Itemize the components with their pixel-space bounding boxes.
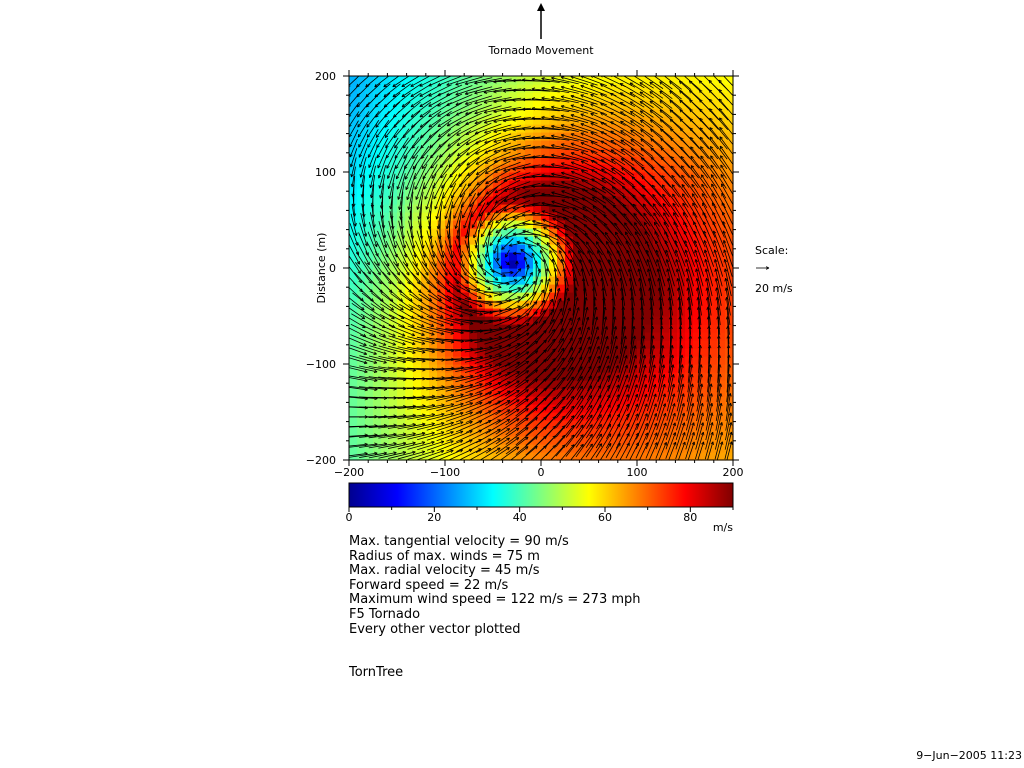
heatmap-cell xyxy=(701,324,710,333)
heatmap-cell xyxy=(405,268,414,277)
colorbar-tick-label: 40 xyxy=(512,511,527,524)
parameter-notes xyxy=(349,535,641,637)
heatmap-cell xyxy=(405,380,414,389)
heatmap-cell xyxy=(357,412,366,421)
heatmap-cell xyxy=(717,84,726,93)
heatmap-cell xyxy=(605,212,614,221)
heatmap-cell xyxy=(605,428,614,437)
info-line: Every other vector plotted xyxy=(349,621,521,637)
program-name: TornTree xyxy=(349,665,404,680)
heatmap-cell xyxy=(573,244,582,253)
heatmap-cell xyxy=(517,260,526,269)
heatmap-cell xyxy=(429,76,438,85)
x-tick-label: 100 xyxy=(626,466,648,479)
info-line: Radius of max. winds = 75 m xyxy=(349,548,540,564)
heatmap-cell xyxy=(581,348,590,357)
heatmap-cell xyxy=(701,100,710,109)
heatmap-cell xyxy=(573,364,582,373)
colorbar-tick-label: 80 xyxy=(683,511,698,524)
heatmap-cell xyxy=(637,316,646,325)
heatmap-cell xyxy=(605,300,614,309)
heatmap-cell xyxy=(653,316,662,325)
colorbar-tick-labels xyxy=(346,511,698,524)
heatmap-cell xyxy=(509,260,518,269)
heatmap-cell xyxy=(629,428,638,437)
scale-arrow-shape xyxy=(756,267,769,270)
heatmap-cell xyxy=(653,332,662,341)
heatmap-cell xyxy=(349,276,358,285)
colorbar-tick-label: 20 xyxy=(427,511,442,524)
heatmap-cell xyxy=(637,164,646,173)
heatmap-cell xyxy=(349,412,358,421)
heatmap-cell xyxy=(485,324,494,333)
heatmap-cell xyxy=(405,284,414,293)
timestamp: 9−Jun−2005 11:23 xyxy=(916,749,1022,762)
heatmap-cell xyxy=(629,300,638,309)
heatmap-cell xyxy=(349,124,358,133)
heatmap-cell xyxy=(597,436,606,445)
heatmap-cell xyxy=(629,172,638,181)
colorbar-unit: m/s xyxy=(712,521,733,534)
heatmap-cell xyxy=(685,100,694,109)
heatmap-cell xyxy=(365,76,374,85)
info-line: Maximum wind speed = 122 m/s = 273 mph xyxy=(349,592,641,608)
heatmap-cell xyxy=(701,332,710,341)
heatmap-cell xyxy=(709,76,718,85)
heatmap-cell xyxy=(469,324,478,333)
heatmap-cell xyxy=(349,76,358,85)
y-tick-label: −100 xyxy=(305,358,336,371)
heatmap-cell xyxy=(469,332,478,341)
heatmap-cell xyxy=(365,124,374,133)
info-line: F5 Tornado xyxy=(349,606,421,622)
colorbar xyxy=(349,483,733,507)
x-tick-label: −200 xyxy=(333,466,365,479)
heatmap-cell xyxy=(421,204,430,213)
heatmap-cell xyxy=(373,188,382,197)
heatmap-cell xyxy=(357,196,366,205)
heatmap-cell xyxy=(517,84,526,93)
heatmap-cell xyxy=(685,332,694,341)
heatmap-cell xyxy=(461,452,470,461)
heatmap-cell xyxy=(661,324,670,333)
heatmap-cell xyxy=(709,300,718,309)
heatmap-cell xyxy=(581,220,590,229)
heatmap-cell xyxy=(565,284,574,293)
heatmap-cell xyxy=(525,164,534,173)
colorbar-tick-label: 60 xyxy=(598,511,612,524)
heatmap-cell xyxy=(525,116,534,125)
y-axis-label: Distance (m) xyxy=(315,232,328,304)
heatmap-cell xyxy=(637,196,646,205)
y-tick-label: 200 xyxy=(315,70,336,83)
y-tick-label: 0 xyxy=(329,262,336,275)
colorbar-ticks xyxy=(349,507,733,512)
heatmap-cell xyxy=(685,164,694,173)
heatmap-cell xyxy=(349,404,358,413)
heatmap-cell xyxy=(349,92,358,101)
heatmap-cell xyxy=(453,332,462,341)
y-tick-label: −200 xyxy=(305,454,336,467)
heatmap-cell xyxy=(469,268,478,277)
heatmap-cell xyxy=(533,452,542,461)
heatmap-cell xyxy=(437,268,446,277)
x-tick-labels xyxy=(334,466,744,479)
heatmap-cell xyxy=(501,268,510,277)
heatmap-cell xyxy=(661,76,670,85)
colorbar-tick-label: 0 xyxy=(345,511,353,524)
heatmap-cell xyxy=(373,204,382,213)
heatmap-cell xyxy=(637,308,646,317)
heatmap-cell xyxy=(725,356,734,365)
heatmap-cell xyxy=(549,388,558,397)
heatmap-cell xyxy=(573,452,582,461)
heatmap-cell xyxy=(725,92,734,101)
heatmap-cell xyxy=(549,268,558,277)
heatmap-cell xyxy=(725,108,734,117)
heatmap-cell xyxy=(677,108,686,117)
heatmap-cell xyxy=(389,108,398,117)
heatmap-cell xyxy=(389,380,398,389)
x-tick-label: 0 xyxy=(537,466,545,479)
heatmap-cell xyxy=(477,428,486,437)
heatmap-cell xyxy=(517,244,526,253)
heatmap-cell xyxy=(669,148,678,157)
heatmap-cell xyxy=(357,140,366,149)
heatmap-cell xyxy=(349,244,358,253)
heatmap-cell xyxy=(629,220,638,229)
movement-arrow xyxy=(537,3,545,39)
heatmap-cell xyxy=(517,100,526,109)
heatmap-cell xyxy=(461,188,470,197)
info-line: Max. radial velocity = 45 m/s xyxy=(349,563,540,579)
heatmap-cell xyxy=(445,156,454,165)
heatmap-cell xyxy=(701,348,710,357)
heatmap-cell xyxy=(485,244,494,253)
y-tick-label: 100 xyxy=(315,166,336,179)
heatmap-cell xyxy=(509,236,518,245)
heatmap-cell xyxy=(525,100,534,109)
x-tick-label: 200 xyxy=(722,466,744,479)
heatmap-cell xyxy=(373,284,382,293)
heatmap-cell xyxy=(725,76,734,85)
heatmap-cell xyxy=(349,332,358,341)
heatmap-cell xyxy=(541,244,550,253)
scale-label: Scale: xyxy=(755,244,789,257)
heatmap-cell xyxy=(533,260,542,269)
heatmap-cell xyxy=(573,436,582,445)
heatmap-cell xyxy=(597,316,606,325)
x-tick-label: −100 xyxy=(429,466,461,479)
heatmap-cell xyxy=(349,428,358,437)
heatmap-cell xyxy=(405,388,414,397)
heatmap-cell xyxy=(701,84,710,93)
heatmap-cell xyxy=(725,180,734,189)
heatmap-cell xyxy=(357,404,366,413)
heatmap-cell xyxy=(645,188,654,197)
heatmap-cell xyxy=(661,452,670,461)
heatmap-cell xyxy=(509,156,518,165)
heatmap-cell xyxy=(613,428,622,437)
heatmap-cell xyxy=(661,340,670,349)
scale-arrow xyxy=(756,267,769,270)
movement-label: Tornado Movement xyxy=(488,44,594,57)
heatmap-cell xyxy=(701,116,710,125)
heatmap-cell xyxy=(509,348,518,357)
heatmap-cell xyxy=(349,388,358,397)
heatmap-cell xyxy=(549,236,558,245)
info-line: Forward speed = 22 m/s xyxy=(349,577,509,593)
heatmap-cell xyxy=(373,404,382,413)
heatmap-cell xyxy=(509,100,518,109)
scale-value: 20 m/s xyxy=(755,282,793,295)
info-line: Max. tangential velocity = 90 m/s xyxy=(349,534,569,549)
heatmap-cell xyxy=(421,364,430,373)
